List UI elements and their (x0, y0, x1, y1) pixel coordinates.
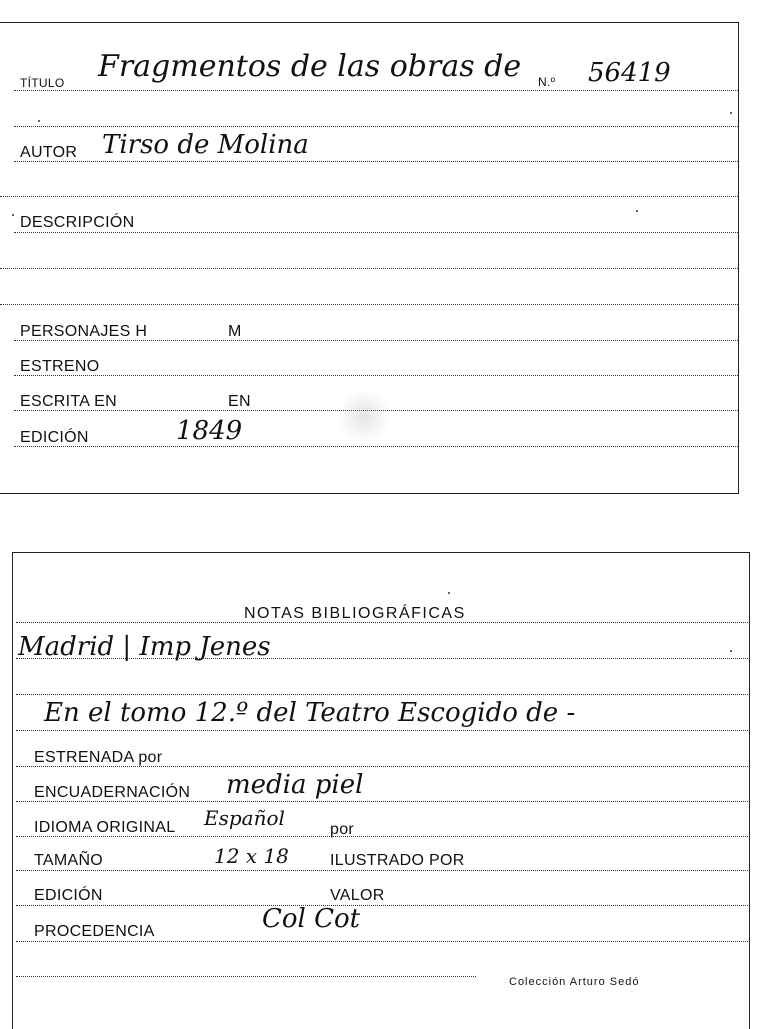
escrita-en-label: EN (228, 393, 251, 410)
blank-line (16, 694, 748, 695)
personajes-line (14, 340, 738, 341)
notas-line-2 (16, 730, 748, 731)
tamano-line (16, 870, 748, 871)
escrita-label: ESCRITA EN (20, 393, 117, 410)
speck (730, 650, 732, 652)
estreno-line (14, 375, 738, 376)
speck (12, 214, 14, 216)
blank-line (14, 126, 738, 127)
speck (38, 120, 40, 122)
notas-line2-value: En el tomo 12.º del Teatro Escogido de - (44, 698, 576, 728)
autor-label: AUTOR (20, 144, 78, 161)
stain (338, 388, 390, 444)
procedencia-label: PROCEDENCIA (34, 923, 155, 940)
descripcion-label: DESCRIPCIÓN (20, 214, 135, 231)
estrenada-line (16, 766, 748, 767)
blank-line (0, 196, 738, 197)
notas-line (16, 622, 748, 623)
edicion-line (14, 446, 738, 447)
autor-line (14, 161, 738, 162)
edicion-label: EDICIÓN (20, 429, 89, 446)
notas-label: NOTAS BIBLIOGRÁFICAS (244, 605, 466, 622)
autor-value: Tirso de Molina (102, 130, 309, 160)
idioma-value: Español (204, 806, 285, 830)
procedencia-value: Col Cot (262, 904, 361, 934)
titulo-line (14, 90, 738, 91)
notas-line1-value: Madrid | Imp Jenes (18, 632, 271, 662)
idioma-label: IDIOMA ORIGINAL (34, 819, 176, 836)
edicion-back-label: EDICIÓN (34, 887, 103, 904)
tamano-value: 12 x 18 (214, 844, 289, 868)
procedencia-line (16, 941, 748, 942)
descripcion-line (14, 232, 738, 233)
tamano-label: TAMAÑO (34, 852, 104, 869)
idioma-line (16, 836, 748, 837)
encuadernacion-value: media piel (226, 770, 364, 800)
valor-label: VALOR (330, 887, 385, 904)
encuadernacion-label: ENCUADERNACIÓN (34, 784, 191, 801)
speck (636, 210, 638, 212)
number-value: 56419 (588, 58, 671, 88)
speck (448, 592, 450, 594)
number-label: N.º (538, 75, 556, 89)
encuadernacion-line (16, 801, 748, 802)
titulo-value: Fragmentos de las obras de (98, 49, 522, 84)
estrenada-label: ESTRENADA por (34, 749, 163, 766)
collection-credit: Colección Arturo Sedó (509, 976, 640, 988)
titulo-label: TÍTULO (20, 76, 65, 90)
estreno-label: ESTRENO (20, 358, 100, 375)
edicion-back-line (16, 905, 748, 906)
idioma-por-label: por (330, 821, 355, 838)
edicion-value: 1849 (176, 416, 243, 446)
speck (730, 112, 732, 114)
personajes-m-label: M (228, 323, 242, 340)
blank-line (0, 268, 738, 269)
blank-line (0, 304, 738, 305)
blank-line (16, 976, 476, 977)
personajes-label: PERSONAJES H (20, 323, 148, 340)
ilustrado-label: ILUSTRADO POR (330, 852, 465, 869)
